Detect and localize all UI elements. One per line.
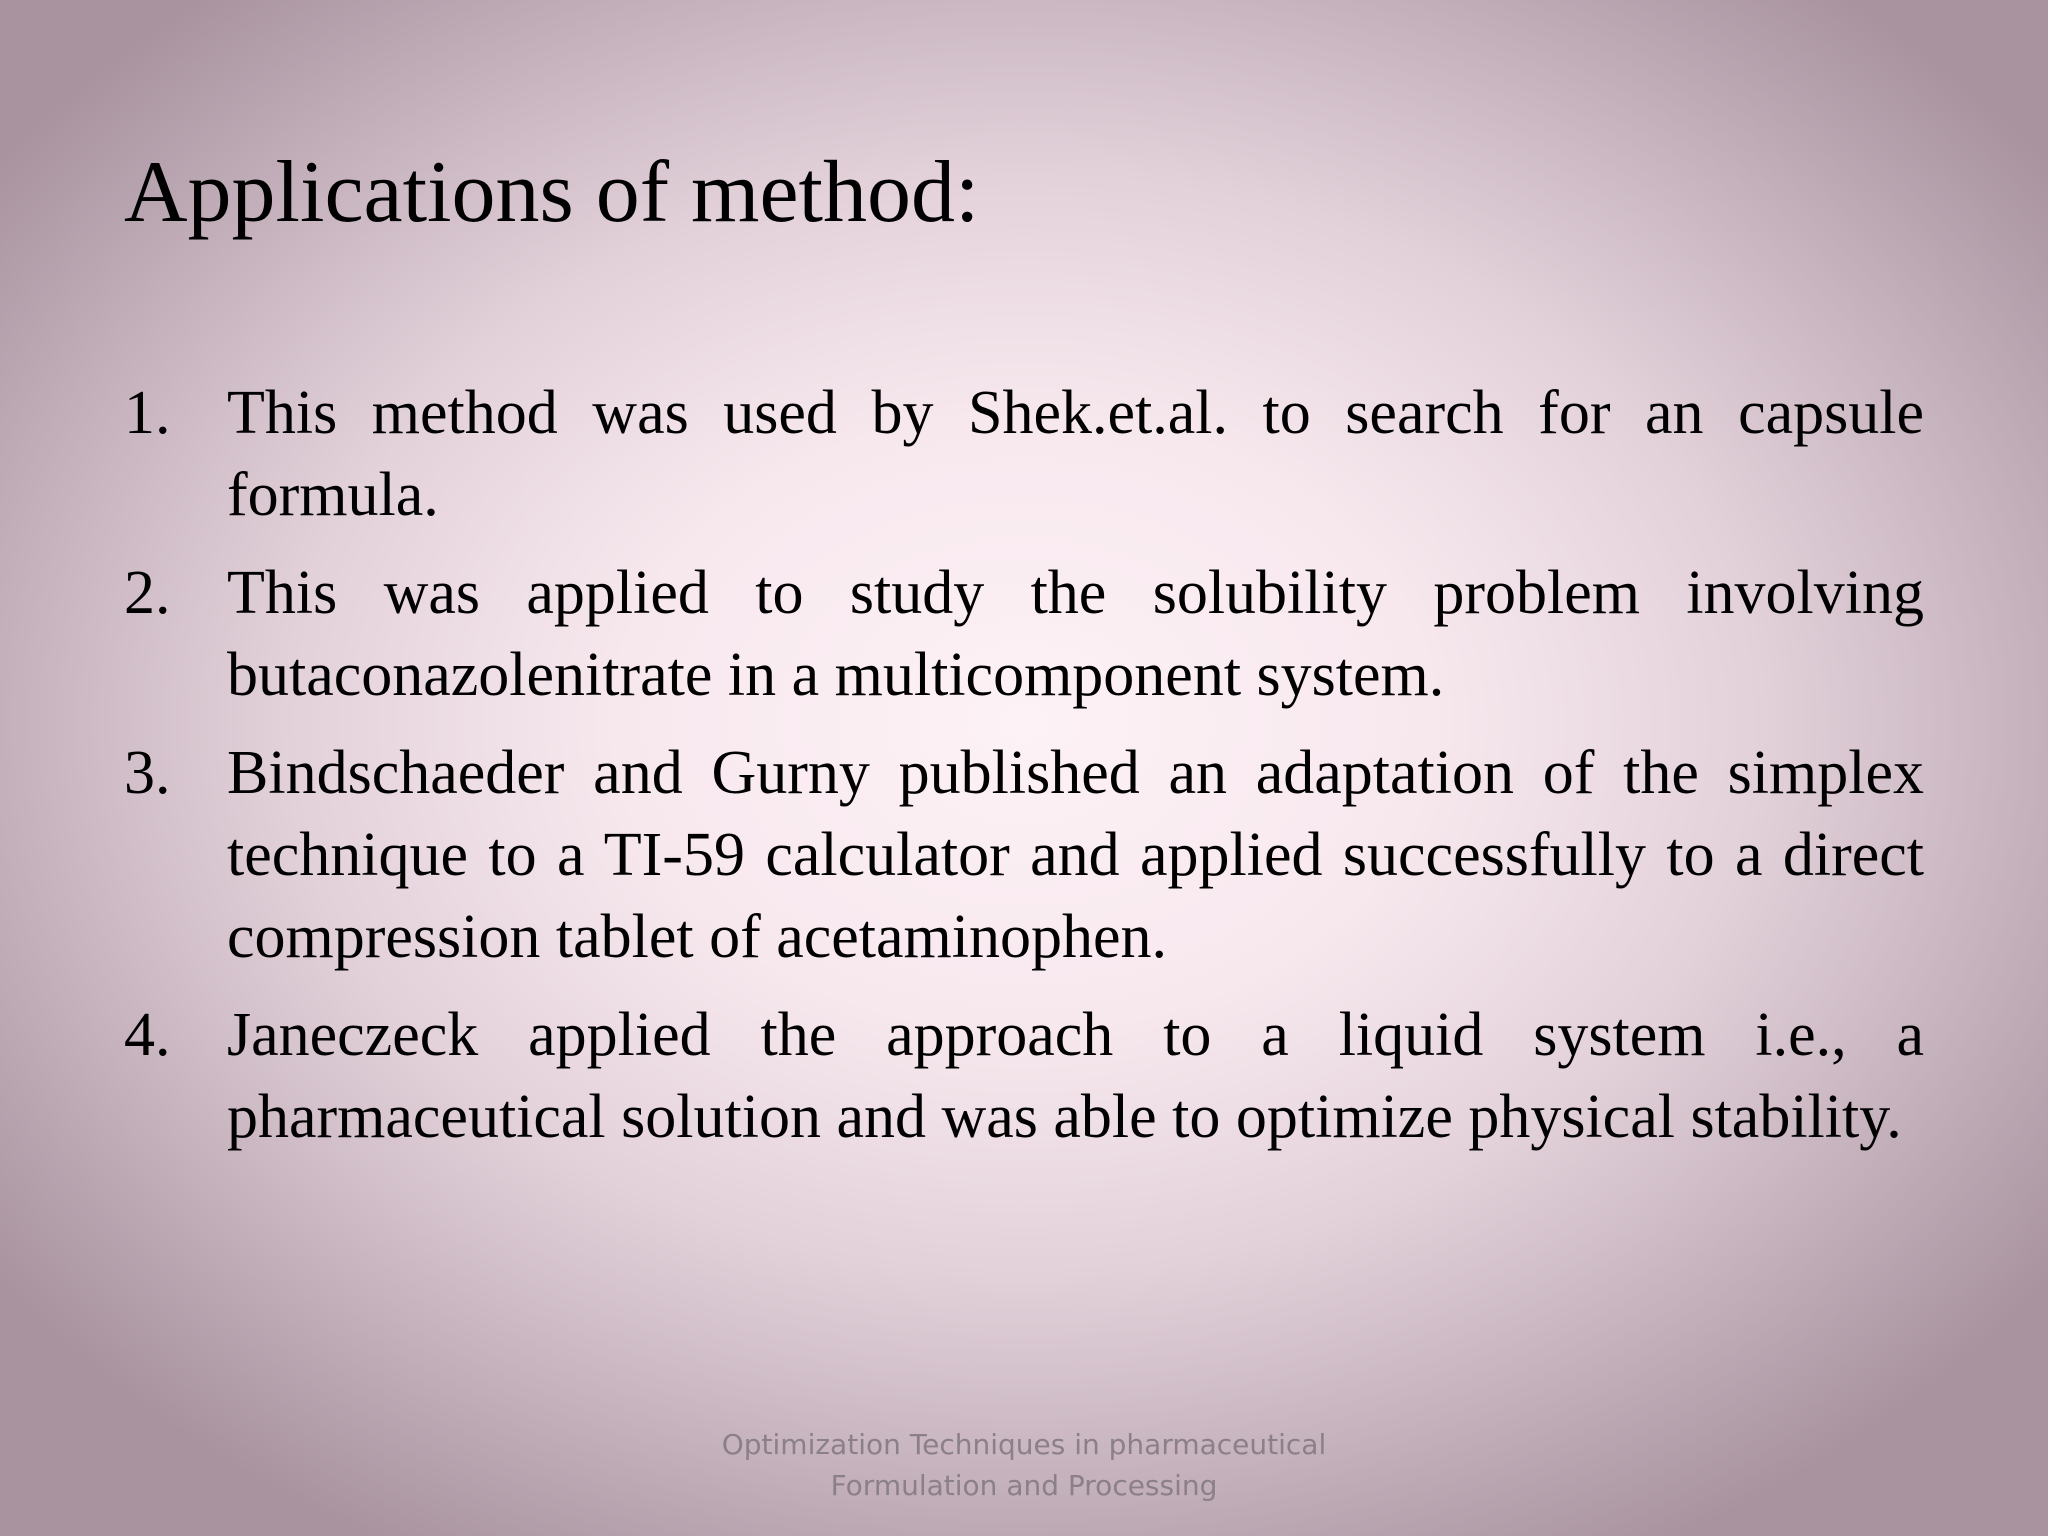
applications-list <box>124 372 1924 1174</box>
footer-line-1: Optimization Techniques in pharmaceutical <box>721 1428 1327 1461</box>
footer-line-2: Formulation and Processing <box>830 1469 1218 1502</box>
list-item <box>124 552 1924 716</box>
list-item-text: This was applied to study the solubility problem involving butaconazolenitrate in a multicomponent system. <box>227 559 1924 709</box>
list-item <box>124 372 1924 536</box>
list-item-number: 3. <box>124 739 171 807</box>
slide-title: Applications of method: <box>124 144 980 241</box>
list-item-text: Janeczeck applied the approach to a liquid system i.e., a pharmaceutical solution and was able to optimize physical stability. <box>227 1001 1924 1151</box>
list-item-number: 2. <box>124 559 171 627</box>
list-item <box>124 994 1924 1158</box>
list-item-text: Bindschaeder and Gurny published an adaptation of the simplex technique to a TI-59 calculator and applied successfully to a direct compression tablet of acetaminophen. <box>227 739 1924 971</box>
list-item-number: 1. <box>124 379 171 447</box>
list-item-text: This method was used by Shek.et.al. to search for an capsule formula. <box>227 379 1924 529</box>
list-item-number: 4. <box>124 1001 171 1069</box>
slide-footer <box>0 1424 2048 1506</box>
list-item <box>124 732 1924 978</box>
